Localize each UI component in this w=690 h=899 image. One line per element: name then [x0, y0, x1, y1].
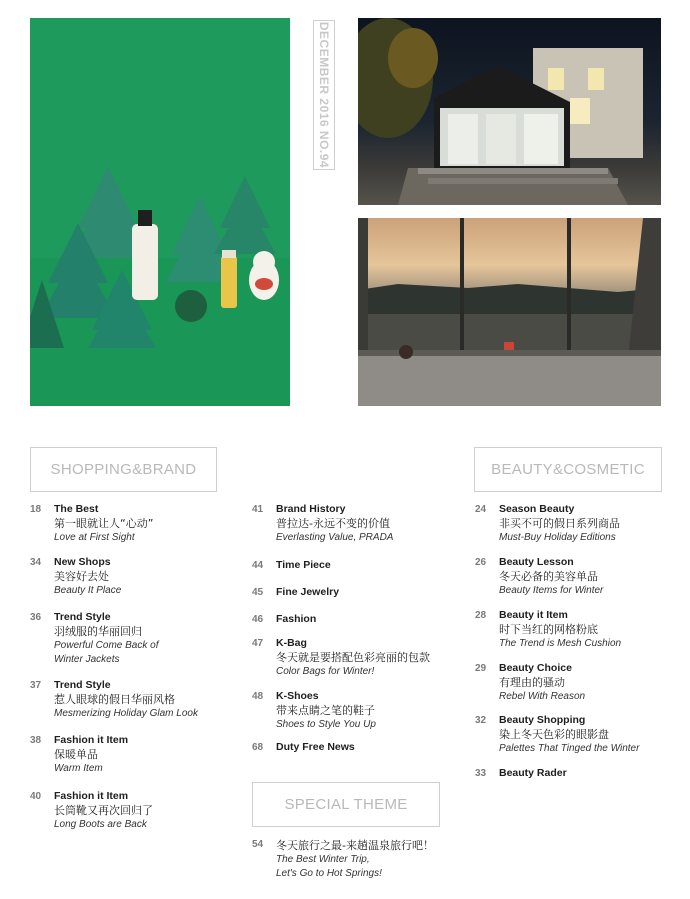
page-number: 18: [30, 504, 42, 515]
entry-title: Beauty it Item: [499, 609, 568, 621]
entry-subtitle: Long Boots are Back: [54, 819, 147, 830]
entry-subtitle: Beauty Items for Winter: [499, 585, 604, 596]
issue-label-text: DECEMBER 2016 NO.94: [317, 21, 331, 169]
page-number: 33: [475, 768, 487, 779]
page-number: 68: [252, 742, 264, 753]
page-number: 32: [475, 715, 487, 726]
entry-subtitle: Shoes to Style You Up: [276, 719, 376, 730]
page-number: 47: [252, 638, 264, 649]
entry-subtitle: The Trend is Mesh Cushion: [499, 638, 622, 649]
entry-title: Beauty Choice: [499, 662, 572, 674]
page-number: 44: [252, 560, 264, 571]
page-number: 48: [252, 691, 264, 702]
entry-subtitle: Warm Item: [54, 763, 103, 774]
page-number: 28: [475, 610, 487, 621]
section-header-shopping: SHOPPING&BRAND: [30, 447, 217, 492]
entry-subtitle: Everlasting Value, PRADA: [276, 532, 394, 543]
entry-chinese-title: 惹人眼球的假日华丽风格: [54, 693, 175, 706]
entry-chinese-title: 染上冬天色彩的眼影盘: [499, 728, 609, 741]
entry-subtitle: Winter Jackets: [54, 654, 120, 665]
entry-title: Fashion: [276, 613, 317, 625]
entry-subtitle: Love at First Sight: [54, 532, 135, 543]
entry-chinese-title: 第一眼就让人“心动”: [54, 517, 154, 530]
page-number: 26: [475, 557, 487, 568]
entry-title: K-Shoes: [276, 690, 319, 702]
page-number: 40: [30, 791, 42, 802]
entry-subtitle: Rebel With Reason: [499, 691, 586, 702]
section-header-beauty: BEAUTY&COSMETIC: [474, 447, 662, 492]
holiday-products-photo: [30, 18, 290, 406]
entry-chinese-title: 带来点睛之笔的鞋子: [276, 704, 375, 717]
section-header-special: SPECIAL THEME: [252, 782, 440, 827]
entry-title: Beauty Shopping: [499, 714, 586, 726]
entry-title: Fashion it Item: [54, 734, 129, 746]
page-number: 24: [475, 504, 487, 515]
entry-title: Beauty Lesson: [499, 556, 574, 568]
entry-subtitle: The Best Winter Trip,: [276, 854, 370, 865]
hot-spring-illustration: [358, 218, 661, 406]
entry-subtitle: Beauty It Place: [54, 585, 122, 596]
entry-chinese-title: 长筒靴又再次回归了: [54, 804, 153, 817]
night-store-photo: [358, 18, 661, 205]
page-number: 37: [30, 680, 42, 691]
page-number: 38: [30, 735, 42, 746]
entry-subtitle: Palettes That Tinged the Winter: [499, 743, 640, 754]
page-number: 45: [252, 587, 264, 598]
entry-subtitle: Must-Buy Holiday Editions: [499, 532, 616, 543]
entry-chinese-title: 时下当红的网格粉底: [499, 623, 598, 636]
entry-title: Time Piece: [276, 559, 331, 571]
entry-chinese-title: 羽绒服的华丽回归: [54, 625, 142, 638]
hot-spring-photo: [358, 218, 661, 406]
entry-title: Trend Style: [54, 679, 111, 691]
entry-title: Beauty Rader: [499, 767, 567, 779]
green-trees-illustration: [30, 18, 290, 406]
page-number: 54: [252, 839, 264, 850]
entry-title: Season Beauty: [499, 503, 575, 515]
page-number: 41: [252, 504, 264, 515]
entry-chinese-title: 冬天必备的美容单品: [499, 570, 598, 583]
issue-label: [313, 20, 335, 170]
entry-title: Duty Free News: [276, 741, 355, 753]
entry-subtitle: Powerful Come Back of: [54, 640, 159, 651]
entry-chinese-title: 冬天旅行之最-来趟温泉旅行吧！: [276, 839, 434, 852]
night-store-illustration: [358, 18, 661, 205]
entry-subtitle: Let's Go to Hot Springs!: [276, 868, 382, 879]
entry-chinese-title: 非买不可的假日系列商品: [499, 517, 620, 530]
entry-title: The Best: [54, 503, 99, 515]
entry-title: Trend Style: [54, 611, 111, 623]
page-number: 34: [30, 557, 42, 568]
page-number: 46: [252, 614, 264, 625]
entry-chinese-title: 冬天就是要搭配色彩亮丽的包款: [276, 651, 430, 664]
entry-subtitle: Mesmerizing Holiday Glam Look: [54, 708, 198, 719]
entry-chinese-title: 美容好去处: [54, 570, 109, 583]
page-number: 36: [30, 612, 42, 623]
entry-title: Fine Jewelry: [276, 586, 340, 598]
entry-chinese-title: 有理由的骚动: [499, 676, 565, 689]
page-number: 29: [475, 663, 487, 674]
entry-title: New Shops: [54, 556, 111, 568]
entry-title: Fashion it Item: [54, 790, 129, 802]
entry-chinese-title: 普拉达-永远不变的价值: [276, 517, 390, 530]
entry-subtitle: Color Bags for Winter!: [276, 666, 375, 677]
entry-chinese-title: 保暖单品: [54, 748, 98, 761]
entry-title: Brand History: [276, 503, 346, 515]
entry-title: K-Bag: [276, 637, 307, 649]
